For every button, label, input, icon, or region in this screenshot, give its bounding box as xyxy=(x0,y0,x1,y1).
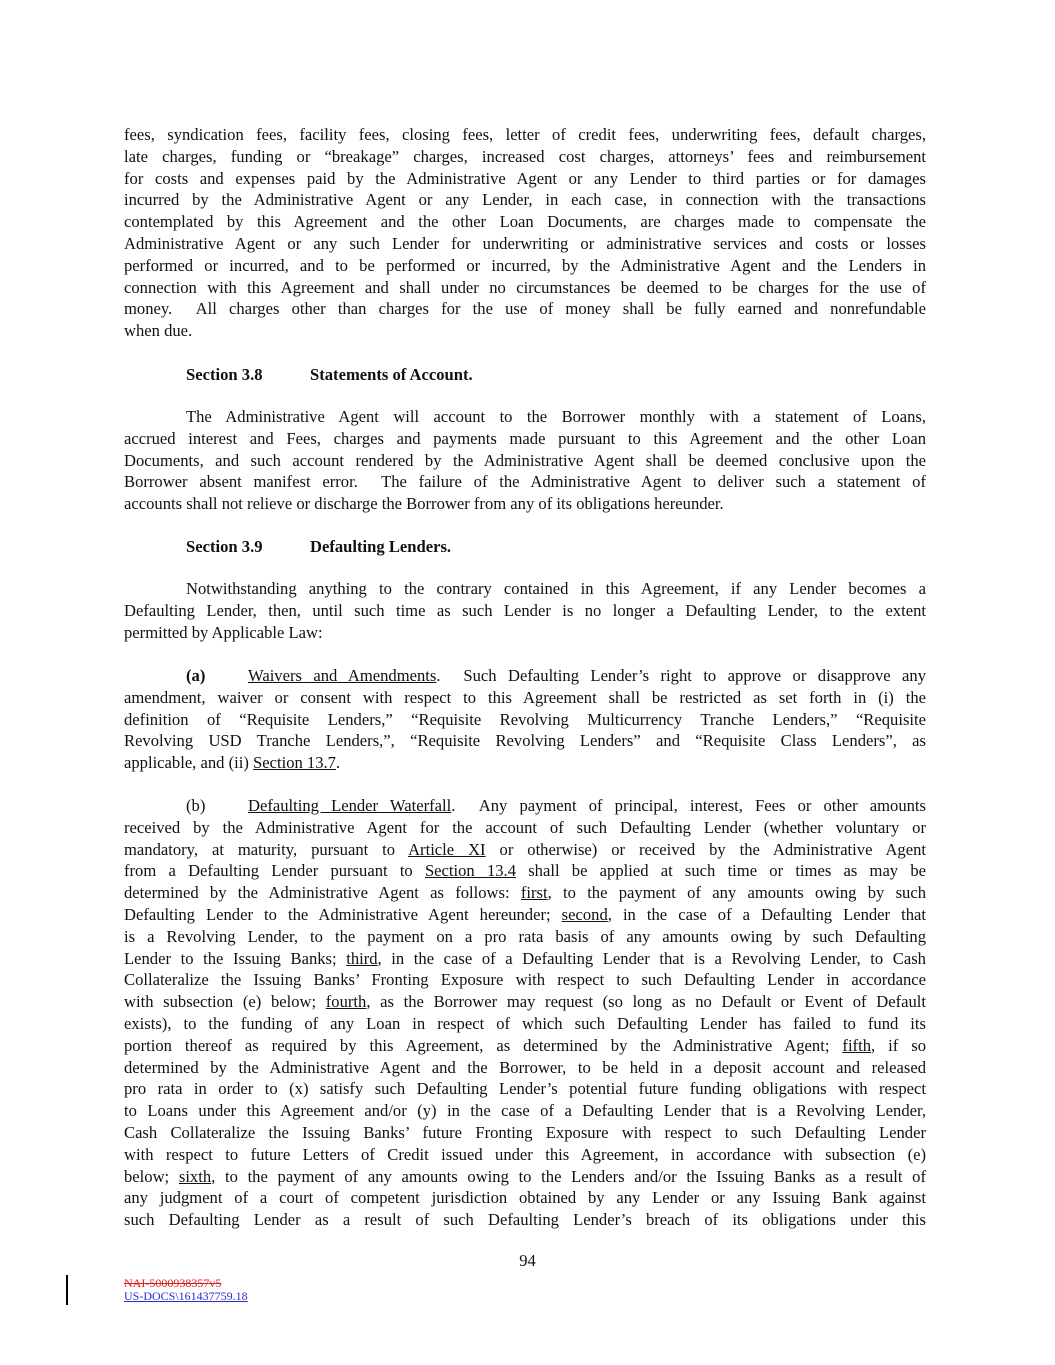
section-title: Defaulting Lenders. xyxy=(310,537,452,556)
text-segment: , as the Borrower may request (so long as no Default or Event of Default xyxy=(366,992,926,1012)
text-segment: The Administrative Agent will account to the Borrower monthly with a statement of Loans, xyxy=(186,407,926,426)
text-line xyxy=(124,428,926,450)
text-segment: with respect to future Letters of Credit issued under this Agreement, in accordance with subsection (e) xyxy=(124,1144,926,1164)
text-segment: performed or incurred, and to be performed or incurred, by the Administrative Agent and the Lenders in xyxy=(124,255,926,275)
text-segment: pro rata in order to (x) satisfy such Defaulting Lender’s potential future funding obligations with respect xyxy=(124,1079,926,1099)
text-segment: Administrative Agent or any such Lender for underwriting or administrative services and costs or losses xyxy=(124,233,926,253)
text-segment: for costs and expenses paid by the Administrative Agent or any Lender to third parties or for damages xyxy=(124,168,926,188)
text-line xyxy=(124,1144,926,1166)
section-3-8-heading xyxy=(186,364,473,386)
section-3-9-heading xyxy=(186,536,452,558)
text-line xyxy=(124,1209,926,1231)
footer-new-doc-id: US-DOCS\161437759.18 xyxy=(124,1289,248,1303)
text-segment: exists), to the funding of any Loan in respect of which such Defaulting Lender has failed to fund its xyxy=(124,1013,926,1033)
text-line xyxy=(124,277,926,299)
text-line xyxy=(124,1035,926,1057)
text-line xyxy=(124,948,926,970)
text-segment: . Such Defaulting Lender’s right to approve or disapprove any xyxy=(436,666,926,685)
text-line xyxy=(124,1057,926,1079)
text-segment: accounts shall not relieve or discharge the Borrower from any of its obligations hereunder. xyxy=(124,494,724,514)
cross-reference: first xyxy=(520,883,548,903)
text-segment: Revolving USD Tranche Lenders,”, “Requisite Revolving Lenders” and “Requisite Class Lenders”, as xyxy=(124,731,926,751)
change-bar xyxy=(66,1275,68,1305)
text-line xyxy=(124,168,926,190)
text-segment: . xyxy=(335,753,341,773)
paragraph-defaulting-intro xyxy=(124,578,926,643)
section-number: Section 3.8 xyxy=(186,365,263,384)
text-line xyxy=(124,233,926,255)
text-line xyxy=(124,687,926,709)
cross-reference: fourth xyxy=(325,992,367,1012)
text-segment: shall be applied at such time or times as may be xyxy=(516,861,926,881)
text-line xyxy=(124,622,926,644)
text-segment: , in the case of a Defaulting Lender that is a Revolving Lender, to Cash xyxy=(377,948,926,968)
text-segment: such Defaulting Lender as a result of such Defaulting Lender’s breach of its obligations under this xyxy=(124,1210,926,1230)
text-segment: late charges, funding or “breakage” charges, increased cost charges, attorneys’ fees and reimbursement xyxy=(124,146,926,166)
text-line xyxy=(124,124,926,146)
text-segment: is a Revolving Lender, to the payment on a pro rata basis of any amounts owing by such Defaulting xyxy=(124,926,926,946)
text-segment: any judgment of a court of competent jurisdiction obtained by any Lender or any Issuing Bank against xyxy=(124,1188,926,1208)
text-segment: when due. xyxy=(124,321,193,341)
text-line xyxy=(124,1100,926,1122)
text-segment: from a Defaulting Lender pursuant to xyxy=(124,861,425,881)
text-segment: or otherwise) or received by the Administrative Agent xyxy=(485,839,926,859)
text-segment: Documents, and such account rendered by the Administrative Agent shall be deemed conclusive upon the xyxy=(124,450,926,470)
section-title: Statements of Account. xyxy=(310,365,473,384)
text-line xyxy=(124,450,926,472)
text-segment: definition of “Requisite Lenders,” “Requisite Revolving Multicurrency Tranche Lenders,” “Requisite xyxy=(124,709,926,729)
text-segment: determined by the Administrative Agent and the Borrower, to be held in a deposit account and released xyxy=(124,1057,926,1077)
text-segment: accrued interest and Fees, charges and payments made pursuant to this Agreement and the other Loan xyxy=(124,428,926,448)
text-line xyxy=(124,991,926,1013)
text-segment: Defaulting Lender, then, until such time as such Lender is no longer a Defaulting Lender, to the extent xyxy=(124,600,926,620)
text-segment: permitted by Applicable Law: xyxy=(124,622,323,642)
cross-reference: Defaulting Lender Waterfall xyxy=(248,796,452,815)
clause-label-a: (a) xyxy=(186,666,206,685)
text-line xyxy=(124,926,926,948)
text-line xyxy=(124,752,926,774)
paragraph-fees xyxy=(124,124,926,342)
text-segment: . Any payment of principal, interest, Fees or other amounts xyxy=(451,796,926,815)
text-line xyxy=(124,1166,926,1188)
page-number: 94 xyxy=(519,1251,536,1270)
text-line xyxy=(124,189,926,211)
text-segment: connection with this Agreement and shall under no circumstances be deemed to be charges for the use of xyxy=(124,277,926,297)
text-segment: with subsection (e) below; xyxy=(124,992,326,1012)
text-segment: money. All charges other than charges for the use of money shall be fully earned and nonrefundable xyxy=(124,299,926,319)
text-segment: amendment, waiver or consent with respect to this Agreement shall be restricted as set forth in (i) the xyxy=(124,687,926,707)
text-segment: Borrower absent manifest error. The failure of the Administrative Agent to deliver such a statement of xyxy=(124,472,926,492)
clause-label-b: (b) xyxy=(186,796,206,815)
text-segment: applicable, and (ii) xyxy=(124,753,254,773)
text-line xyxy=(124,255,926,277)
text-segment: determined by the Administrative Agent as follows: xyxy=(124,883,521,903)
text-line xyxy=(124,578,926,600)
text-line xyxy=(124,882,926,904)
section-number: Section 3.9 xyxy=(186,537,263,556)
text-line xyxy=(124,1078,926,1100)
text-line xyxy=(124,730,926,752)
text-line xyxy=(124,860,926,882)
text-segment: incurred by the Administrative Agent or any Lender, in each case, in connection with the transactions xyxy=(124,190,926,210)
text-segment: to Loans under this Agreement and/or (y) in the case of a Defaulting Lender that is a Revolving Lender, xyxy=(124,1101,926,1121)
text-line xyxy=(124,817,926,839)
text-line xyxy=(124,1187,926,1209)
text-line xyxy=(124,795,926,817)
paragraph-statements xyxy=(124,406,926,515)
text-segment: contemplated by this Agreement and the other Loan Documents, are charges made to compensate the xyxy=(124,212,926,232)
cross-reference: Section 13.4 xyxy=(424,861,516,881)
text-segment: portion thereof as required by this Agreement, as determined by the Administrative Agent; xyxy=(124,1035,843,1055)
cross-reference: Section 13.7 xyxy=(253,753,336,773)
footer-old-doc-id: NAI-5000938357v5 xyxy=(124,1276,222,1290)
text-segment: Notwithstanding anything to the contrary contained in this Agreement, if any Lender becomes a xyxy=(186,579,926,598)
text-segment: Collateralize the Issuing Banks’ Fronting Exposure with respect to such Defaulting Lender in accordance xyxy=(124,970,926,990)
paragraph-b-waterfall xyxy=(124,795,926,1231)
text-segment: , in the case of a Defaulting Lender that xyxy=(607,904,926,924)
text-line xyxy=(124,969,926,991)
text-line xyxy=(124,320,926,342)
text-line xyxy=(124,839,926,861)
text-line xyxy=(124,146,926,168)
text-line xyxy=(124,665,926,687)
text-segment: fees, syndication fees, facility fees, closing fees, letter of credit fees, underwriting fees, default charges, xyxy=(124,125,926,144)
paragraph-a-waivers xyxy=(124,665,926,774)
text-segment: , if so xyxy=(871,1035,926,1055)
text-line xyxy=(124,600,926,622)
text-segment: Lender to the Issuing Banks; xyxy=(124,948,347,968)
text-line xyxy=(124,1122,926,1144)
text-segment: Cash Collateralize the Issuing Banks’ future Fronting Exposure with respect to such Defaulting Lender xyxy=(124,1122,926,1142)
text-segment: below; xyxy=(124,1166,179,1186)
text-line xyxy=(124,1013,926,1035)
text-segment: , to the payment of any amounts owing by such xyxy=(547,883,926,903)
text-line xyxy=(124,406,926,428)
text-line xyxy=(124,298,926,320)
text-line xyxy=(124,211,926,233)
text-line xyxy=(124,493,926,515)
text-segment: Defaulting Lender to the Administrative Agent hereunder; xyxy=(124,904,562,924)
text-segment: received by the Administrative Agent for the account of such Defaulting Lender (whether voluntary or xyxy=(124,817,926,837)
text-line xyxy=(124,709,926,731)
cross-reference: Waivers and Amendments xyxy=(248,666,437,685)
cross-reference: fifth xyxy=(842,1035,871,1055)
text-line xyxy=(124,904,926,926)
cross-reference: sixth xyxy=(178,1166,212,1186)
text-segment: , to the payment of any amounts owing to the Lenders and/or the Issuing Banks as a result of xyxy=(211,1166,926,1186)
cross-reference: third xyxy=(346,948,378,968)
cross-reference: Article XI xyxy=(408,839,486,859)
text-line xyxy=(124,471,926,493)
cross-reference: second xyxy=(561,904,608,924)
text-segment: mandatory, at maturity, pursuant to xyxy=(124,839,409,859)
